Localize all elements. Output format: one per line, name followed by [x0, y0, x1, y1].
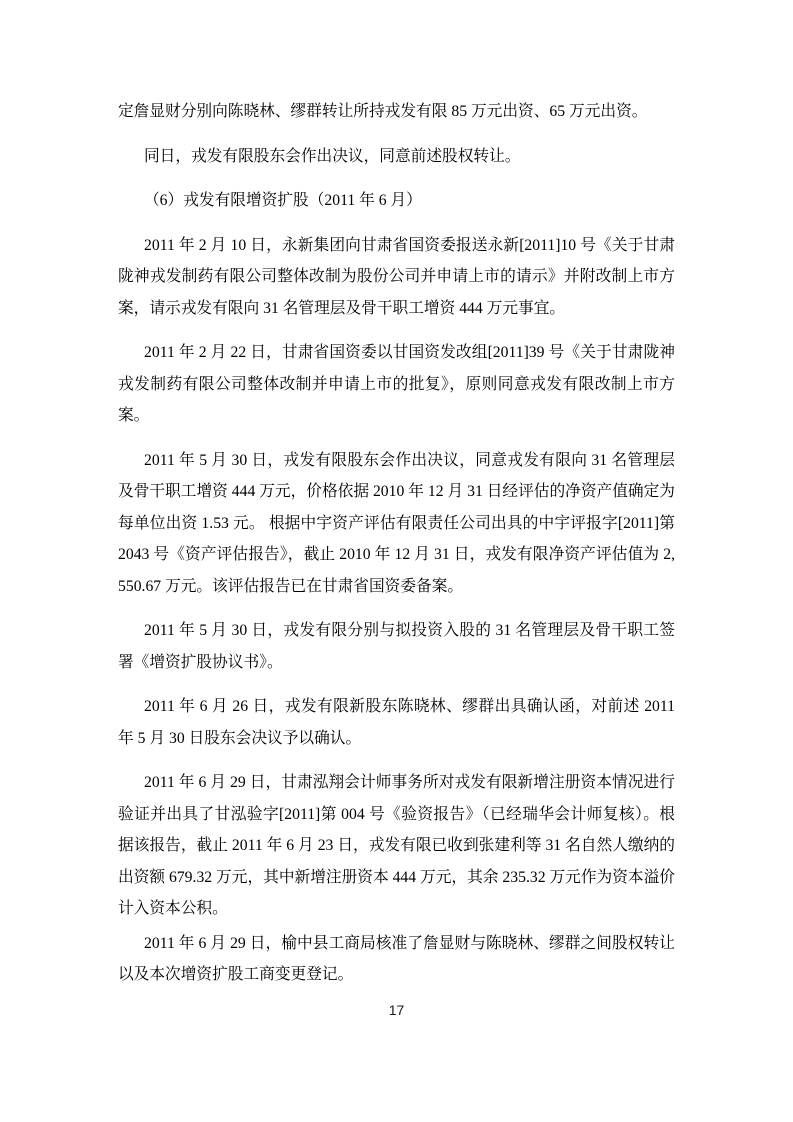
- para-2011-06-26-confirmation: 2011 年 6 月 26 日，戎发有限新股东陈晓林、缪群出具确认函，对前述 2011 年 5 月 30 日股东会决议予以确认。: [118, 698, 675, 747]
- para-2011-06-29-registration: 2011 年 6 月 29 日，榆中县工商局核准了詹显财与陈晓林、缪群之间股权转让以及本次增资扩股工商变更登记。: [118, 934, 675, 983]
- para-2011-05-30-agreement: 2011 年 5 月 30 日，戎发有限分别与拟投资入股的 31 名管理层及骨干职工签署《增资扩股协议书》。: [118, 622, 675, 671]
- para-2011-06-29-capital-verification: 2011 年 6 月 29 日，甘肃泓翔会计师事务所对戎发有限新增注册资本情况进行验证并出具了甘泓验字[2011]第 004 号《验资报告》（已经瑞华会计师复核）。根据该报告，截止 2011 年 6 月 23 日，戎发有限已收到张建利等 31 名自然人缴纳的出资额 679.32 万元，其中新增注册资本 444 万元，其余 235.32 万元作为资本溢价计入资本公积。: [118, 774, 675, 917]
- para-same-day-resolution: 同日，戎发有限股东会作出决议，同意前述股权转让。: [144, 147, 521, 165]
- document-body: [118, 96, 675, 991]
- page-number: 17: [388, 1002, 405, 1018]
- para-continuation: 定詹显财分别向陈晓林、缪群转让所持戎发有限 85 万元出资、65 万元出资。: [118, 103, 648, 120]
- para-2011-02-10-report: 2011 年 2 月 10 日，永新集团向甘肃省国资委报送永新[2011]10 号《关于甘肃陇神戎发制药有限公司整体改制为股份公司并申请上市的请示》并附改制上市方案，请示戎发有限向 31 名管理层及骨干职工增资 444 万元事宜。: [118, 236, 675, 317]
- para-2011-02-22-approval: 2011 年 2 月 22 日，甘肃省国资委以甘国资发改组[2011]39 号《关于甘肃陇神戎发制药有限公司整体改制并申请上市的批复》，原则同意戎发有限改制上市方案。: [118, 344, 675, 424]
- heading-capital-increase-item-6: （6）戎发有限增资扩股（2011 年 6 月）: [144, 192, 422, 209]
- para-2011-05-30-resolution: 2011 年 5 月 30 日，戎发有限股东会作出决议，同意戎发有限向 31 名管理层及骨干职工增资 444 万元，价格依据 2010 年 12 月 31 日经评估的净资产值确定为每单位出资 1.53 元。 根据中宇资产评估有限责任公司出具的中宇评报字[2011]第 2043 号《资产评估报告》，截止 2010 年 12 月 31 日，戎发有限净资产评估值为 2,550.67 万元。该评估报告已在甘肃省国资委备案。: [118, 451, 675, 595]
